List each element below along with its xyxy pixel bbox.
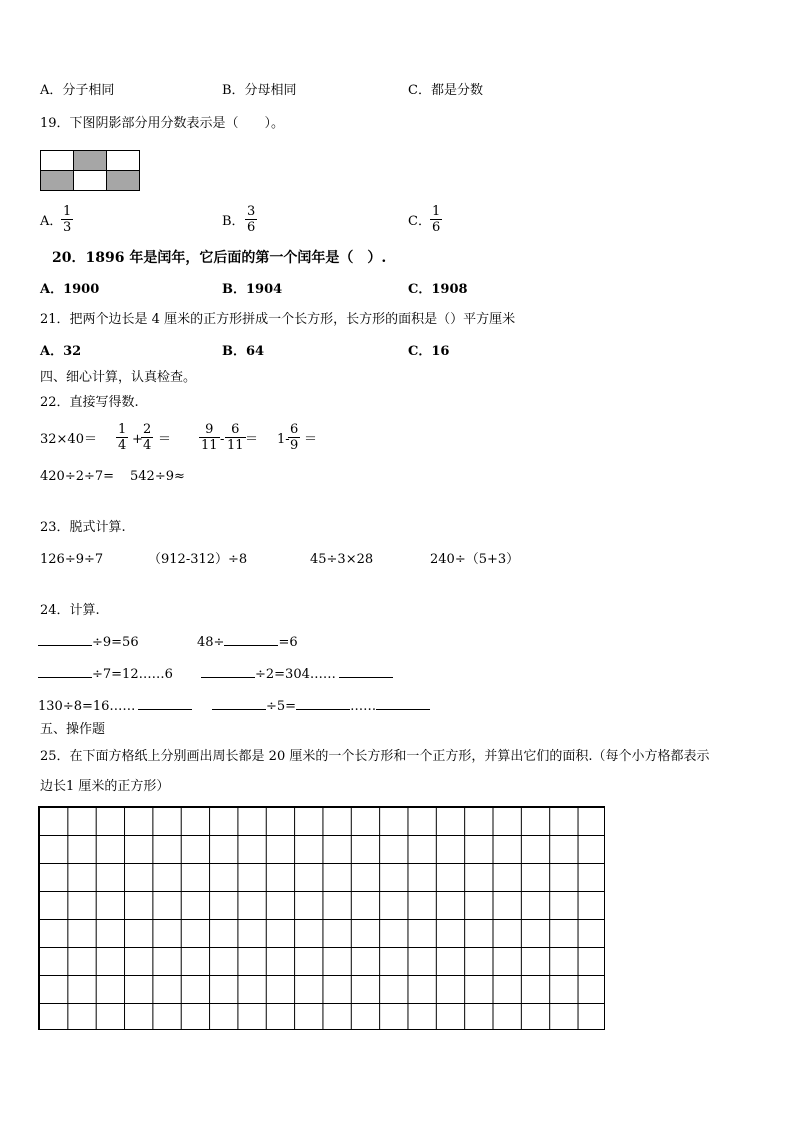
q24-row-1a: ÷9=56 xyxy=(38,635,139,651)
answer-blank[interactable] xyxy=(212,709,266,710)
q22-expr-1: 32×40＝ xyxy=(40,432,97,447)
q18-option-a: A．分子相同 xyxy=(40,83,115,98)
numerator: 1 xyxy=(63,204,72,219)
q22-expr-5: 420÷2÷7= xyxy=(40,469,115,484)
q22-expr-2-op: + xyxy=(132,432,143,447)
q23-item-2: （912-312）÷8 xyxy=(148,552,248,567)
q23-item-3: 45÷3×28 xyxy=(310,552,374,567)
q22-expr-3-eq: ＝ xyxy=(245,432,259,447)
denominator: 6 xyxy=(247,220,256,235)
numerator: 6 xyxy=(290,422,299,437)
q24-row-3b: ÷5= …… xyxy=(212,699,430,715)
q24-row-3a: 130÷8=16…… xyxy=(38,699,192,715)
q20-option-b: B．1904 xyxy=(222,282,283,297)
q25-question-line-1: 25．在下面方格纸上分别画出周长都是 20 厘米的一个长方形和一个正方形，并算出它们的面积.（每个小方格都表示 xyxy=(40,749,710,764)
q25-question-line-2: 边长1 厘米的正方形） xyxy=(40,779,170,794)
numerator: 6 xyxy=(231,422,240,437)
section-5-heading: 五、操作题 xyxy=(40,722,106,737)
answer-blank[interactable] xyxy=(38,677,92,678)
numerator: 1 xyxy=(432,204,441,219)
figure-cell-shaded xyxy=(41,171,74,191)
q19-option-b-fraction xyxy=(245,204,257,235)
figure-cell-shaded xyxy=(74,151,107,171)
q18-option-b: B．分母相同 xyxy=(222,83,297,98)
q19-option-c-fraction xyxy=(430,204,442,235)
q19-option-a-label: A． xyxy=(40,214,63,229)
q22-expr-4-frac xyxy=(288,422,300,453)
numerator: 9 xyxy=(205,422,214,437)
q18-option-c: C．都是分数 xyxy=(408,83,483,98)
q24-title: 24．计算. xyxy=(40,603,100,618)
numerator: 3 xyxy=(247,204,256,219)
q20-option-a: A．1900 xyxy=(40,282,100,297)
q22-expr-2-frac-a xyxy=(116,422,128,453)
q22-expr-4-eq: ＝ xyxy=(304,432,318,447)
q22-expr-6: 542÷9≈ xyxy=(130,469,185,484)
answer-blank[interactable] xyxy=(376,709,430,710)
q24-row-2a: ÷7=12……6 xyxy=(38,667,173,683)
q22-expr-2-eq: ＝ xyxy=(158,432,172,447)
q22-expr-3-op: - xyxy=(220,432,225,447)
q21-option-b: B．64 xyxy=(222,344,265,359)
denominator: 11 xyxy=(201,438,218,453)
q19-option-c-label: C． xyxy=(408,214,431,229)
answer-blank[interactable] xyxy=(38,645,92,646)
figure-cell xyxy=(74,171,107,191)
q22-title: 22．直接写得数. xyxy=(40,395,139,410)
q19-question: 19．下图阴影部分用分数表示是（ ）。 xyxy=(40,116,285,131)
q23-item-4: 240÷（5+3） xyxy=(430,552,520,567)
denominator: 3 xyxy=(63,220,72,235)
q24-row-1b: 48÷ =6 xyxy=(197,635,298,650)
section-4-heading: 四、细心计算，认真检查。 xyxy=(40,370,197,385)
denominator: 9 xyxy=(290,438,299,453)
numerator: 2 xyxy=(143,422,152,437)
q22-expr-3-frac-b xyxy=(225,422,246,453)
q20-question: 20．1896 年是闰年，它后面的第一个闰年是（ ）. xyxy=(52,250,387,266)
q21-option-c: C．16 xyxy=(408,344,450,359)
q19-shaded-figure xyxy=(40,150,140,191)
q22-expr-3-frac-a xyxy=(199,422,220,453)
q23-item-1: 126÷9÷7 xyxy=(40,552,104,567)
figure-cell xyxy=(107,151,140,171)
q24-row-2b: ÷2=304…… xyxy=(201,667,393,683)
figure-cell xyxy=(41,151,74,171)
denominator: 4 xyxy=(118,438,127,453)
denominator: 4 xyxy=(143,438,152,453)
q22-expr-2-frac-b xyxy=(141,422,153,453)
numerator: 1 xyxy=(118,422,127,437)
denominator: 11 xyxy=(227,438,244,453)
answer-blank[interactable] xyxy=(224,645,278,646)
graph-paper-grid[interactable] xyxy=(38,806,605,1030)
figure-cell-shaded xyxy=(107,171,140,191)
denominator: 6 xyxy=(432,220,441,235)
answer-blank[interactable] xyxy=(138,709,192,710)
answer-blank[interactable] xyxy=(339,677,393,678)
q19-option-a-fraction xyxy=(61,204,73,235)
answer-blank[interactable] xyxy=(296,709,350,710)
q23-title: 23．脱式计算. xyxy=(40,520,126,535)
q19-option-b-label: B． xyxy=(222,214,245,229)
q20-option-c: C．1908 xyxy=(408,282,468,297)
q21-question: 21．把两个边长是 4 厘米的正方形拼成一个长方形，长方形的面积是（）平方厘米 xyxy=(40,312,516,327)
q21-option-a: A．32 xyxy=(40,344,82,359)
q22-expr-4-prefix: 1- xyxy=(277,432,290,447)
answer-blank[interactable] xyxy=(201,677,255,678)
